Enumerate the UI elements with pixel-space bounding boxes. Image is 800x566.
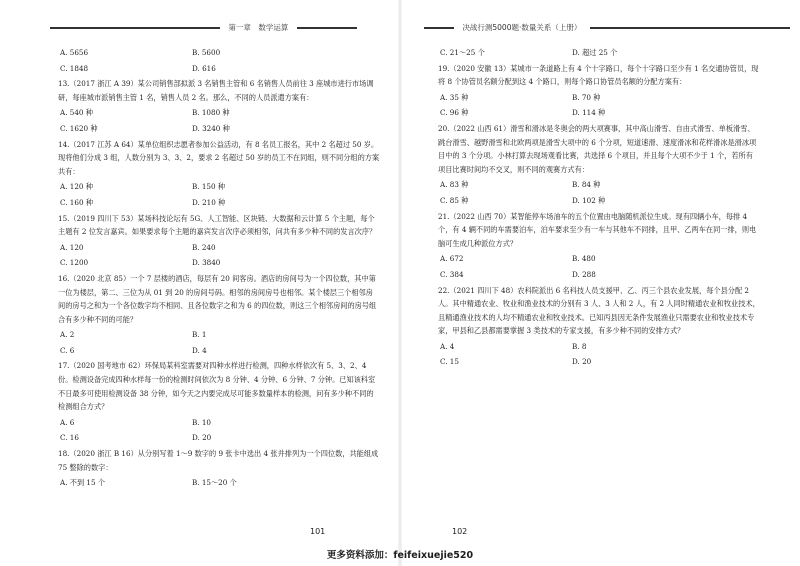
option-row (58, 106, 380, 120)
chapter-title: 第一章 数学运算 (228, 23, 289, 32)
answer-option: A. 672 (440, 254, 464, 264)
option-row (438, 355, 760, 369)
answer-option: D. 20 (572, 357, 592, 367)
answer-option: A. 不到 15 个 (60, 478, 106, 488)
answer-option: D. 3840 (192, 258, 221, 268)
book-title: 决战行测5000题·数量关系（上册） (462, 23, 582, 32)
header-rule (50, 27, 220, 29)
answer-option: B. 480 (572, 254, 596, 264)
answer-option: D. 288 (572, 269, 596, 279)
answer-option: D. 20 (192, 433, 212, 443)
option-row (58, 416, 380, 430)
answer-option: D. 3240 种 (192, 123, 230, 133)
question-text: 22.（2021 四川下 48）农科院派出 6 名科技人员支援甲、乙、丙三个县农业发展，每个县分配 2 人。其中精通农业、牧业和渔业技术的分别有 3 人、3 人和 2 人，有 2 人同时精通农业和牧业技术，且精通渔业技术的人均不精通农业和牧业技术。已知丙县因无条件发展渔业只需要农业和牧业技术专家，甲县和乙县都需要掌握 3 类技术的专家支援，有多少种不同的安排方式？ (438, 285, 760, 336)
answer-option: A. 5656 (60, 48, 89, 57)
question-text: 18.（2020 浙江 B 16）从分别写着 1～9 数字的 9 张卡中选出 4 张并排列为一个四位数，共能组成 75 整除的数字： (58, 449, 379, 472)
right-page-header (424, 22, 790, 34)
option-row (438, 46, 760, 60)
answer-option: C. 21～25 个 (440, 48, 485, 57)
answer-option: C. 96 种 (440, 108, 469, 118)
option-row (58, 62, 380, 76)
option-row (58, 46, 380, 60)
answer-option: D. 616 (192, 63, 216, 73)
answer-option: D. 102 种 (572, 195, 606, 205)
answer-option: C. 85 种 (440, 195, 469, 205)
question-text: 15.（2019 四川下 53）某场科技论坛有 5G、人工智能、区块链、大数据和云计算 5 个主题，每个主题有 2 位发言嘉宾。如果要求每个主题的嘉宾发言次序必须相邻，问共有多少种不同的发言次序？ (58, 213, 377, 237)
option-row (58, 256, 380, 270)
option-row (58, 344, 380, 358)
right-page-content (438, 44, 760, 371)
right-page (410, 0, 792, 566)
question-text: 13.（2017 浙江 A 39）某公司销售部拟派 3 名销售主管和 6 名销售人员前往 3 座城市进行市场调研，每座城市派销售主管 1 名，销售人员 2 名。那么，不同的人员派遣方案有： (58, 79, 374, 102)
option-row (438, 106, 760, 120)
answer-option: D. 114 种 (572, 108, 606, 118)
answer-option: A. 83 种 (440, 180, 469, 190)
option-row (58, 122, 380, 136)
answer-option: C. 160 种 (60, 197, 94, 207)
question-text: 21.（2022 山西 70）某智能停车场油车的五个位置由电脑随机派位生成。现有四辆小车，每排 4 个，有 4 辆不同的车需要泊车，泊车要求至少有一车与其他车不同排，且甲、乙两车在同一排，则电脑可生成几种派位方式？ (438, 211, 757, 248)
answer-option: B. 8 (572, 341, 587, 351)
answer-option: D. 4 (192, 345, 207, 355)
answer-option: C. 1200 (60, 258, 89, 268)
header-rule (424, 27, 454, 29)
question-text: 20.（2022 山西 61）滑雪和滑冰是冬奥会的两大项赛事，其中高山滑雪、自由式滑雪、单板滑雪、跳台滑雪、越野滑雪和北欧两项是滑雪大项中的 6 个分项，短道速滑、速度滑冰和花样滑冰是滑冰项目中的 3 个分项。小林打算去现场观看比赛，共选择 6 个项目，并且每个大项不少于 1 个，若所有项目比赛时间均不交叉，则不同的观赛方式有： (438, 123, 757, 174)
answer-option: D. 210 种 (192, 197, 226, 207)
answer-option: C. 384 (440, 269, 464, 279)
answer-option: B. 240 (192, 242, 216, 252)
option-row (58, 196, 380, 210)
left-page (10, 0, 392, 566)
option-row (438, 91, 760, 105)
answer-option: C. 16 (60, 433, 79, 443)
answer-option: C. 15 (440, 357, 459, 367)
page-number: 102 (452, 527, 468, 536)
option-row (438, 178, 760, 192)
header-rule (297, 27, 357, 29)
answer-option: D. 超过 25 个 (572, 48, 618, 57)
option-row (58, 476, 380, 490)
option-row (58, 180, 380, 194)
book-gutter (398, 0, 402, 566)
answer-option: B. 5600 (192, 48, 221, 57)
answer-option: C. 6 (60, 345, 75, 355)
option-row (58, 241, 380, 255)
question-text: 16.（2020 北京 85）一个 7 层楼的酒店，每层有 20 间客房。酒店的房间号为一个四位数，其中第一位为楼层，第二、三位为从 01 到 20 的房间号码。相邻的房间房号也相邻。某个楼层三个相邻房间的房号之和为一个各位数字均不相同、且各位数字之和为 6 的四位数，则这三个相邻房间的房号组合有多少种不同的可能？ (58, 273, 377, 324)
answer-option: A. 2 (60, 330, 75, 340)
answer-option: B. 150 种 (192, 182, 226, 192)
option-row (438, 268, 760, 282)
answer-option: A. 6 (60, 417, 75, 427)
option-row (58, 431, 380, 445)
answer-option: A. 120 (60, 242, 84, 252)
answer-option: C. 1620 种 (60, 123, 98, 133)
left-page-content (58, 44, 380, 492)
answer-option: B. 70 种 (572, 92, 601, 102)
answer-option: B. 10 (192, 417, 211, 427)
option-row (58, 328, 380, 342)
header-rule (590, 27, 790, 29)
option-row (438, 252, 760, 266)
answer-option: B. 1 (192, 330, 207, 340)
answer-option: B. 1080 种 (192, 108, 230, 118)
question-text: 14.（2017 江苏 A 64）某单位组织志愿者参加公益活动，有 8 名员工报名，其中 2 名超过 50 岁。现将他们分成 3 组，人数分别为 3、3、2，要求 2 名超过 50 岁的员工不在同组，则不同分组的方案共有： (58, 139, 380, 176)
answer-option: C. 1848 (60, 63, 89, 73)
question-text: 17.（2020 国考地市 62）环保局某科室需要对四种水样进行检测，四种水样依次有 5、3、2、4 份。检测设备完成四种水样每一份的检测时间依次为 8 分钟、4 分钟、6 分钟、7 分钟。已知该科室不日最多可使用检测设备 38 分钟，如今天之内要完成尽可能多数量样本的检测，问有多少种不同的检测组合方式？ (58, 361, 376, 412)
left-page-header (50, 22, 357, 34)
page-number: 101 (310, 527, 326, 536)
answer-option: A. 4 (440, 341, 455, 351)
answer-option: A. 120 种 (60, 182, 93, 192)
option-row (438, 340, 760, 354)
option-row (438, 194, 760, 208)
footer-watermark: 更多资料添加：feifeixuejie520 (326, 550, 474, 561)
answer-option: A. 35 种 (440, 92, 469, 102)
answer-option: A. 540 种 (60, 108, 93, 118)
question-text: 19.（2020 安徽 13）某城市一条道路上有 4 个十字路口，每个十字路口至少有 1 名交通协管员，现将 8 个协管员名额分配到这 4 个路口，则每个路口协管员名额的分配方案有： (438, 63, 759, 87)
answer-option: B. 15～20 个 (192, 478, 237, 488)
answer-option: B. 84 种 (572, 180, 601, 190)
